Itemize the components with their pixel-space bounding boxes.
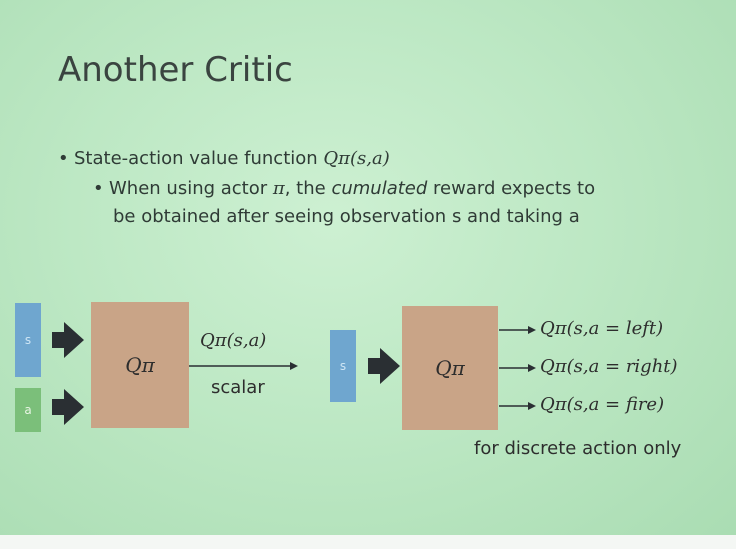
bullet2-text-b: , the [284, 178, 326, 199]
bullet1-text: State-action value function [74, 148, 318, 169]
bullet-dot-icon: • [58, 148, 69, 169]
q-output-left: Qπ(s,a = left) [540, 318, 664, 339]
block-arrow-a [52, 389, 84, 425]
input-s-box: s [15, 303, 41, 377]
discrete-action-caption: for discrete action only [474, 438, 682, 459]
q-network-box: Qπ [91, 302, 189, 428]
bullet-dot-icon: • [93, 178, 104, 199]
q-output-right: Qπ(s,a = right) [540, 356, 678, 377]
bullet2-text-a: When using actor [109, 178, 268, 199]
bullet1-math: Qπ(s,a) [323, 148, 390, 169]
output-right-arrowhead [528, 364, 536, 372]
bullet-actor-description-line2: be obtained after seeing observation s and taking a [113, 206, 580, 227]
q-output-label: Qπ(s,a) [200, 330, 267, 351]
slide-title: Another Critic [58, 50, 293, 90]
output-fire-arrowhead [528, 402, 536, 410]
scalar-output-arrowhead [290, 362, 298, 370]
block-arrow-s-right [368, 348, 400, 384]
bullet2-emphasis: cumulated [331, 178, 428, 199]
q-output-fire: Qπ(s,a = fire) [540, 394, 665, 415]
bottom-band [0, 535, 736, 549]
bullet2-pi: π [272, 178, 285, 199]
scalar-caption: scalar [211, 377, 265, 398]
input-a-box: a [15, 388, 41, 432]
bullet2-text-c: reward expects to [433, 178, 596, 199]
input-s-box-right: s [330, 330, 356, 402]
output-left-arrowhead [528, 326, 536, 334]
block-arrow-s [52, 322, 84, 358]
q-network-box-right: Qπ [402, 306, 498, 430]
